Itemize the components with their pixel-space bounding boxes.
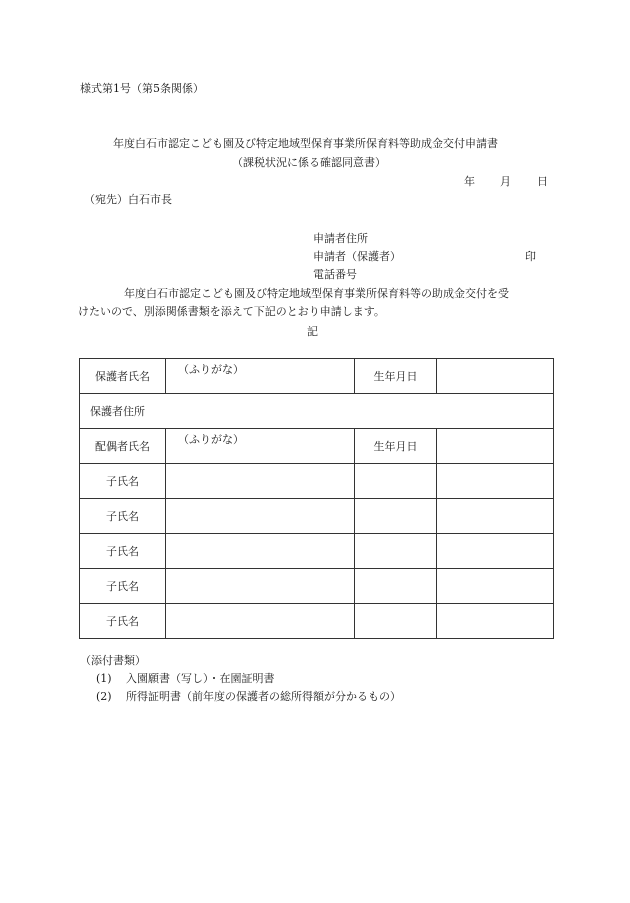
child-extra-field[interactable] bbox=[437, 604, 554, 639]
child-extra-field[interactable] bbox=[437, 464, 554, 499]
guardian-name-field[interactable] bbox=[166, 359, 355, 394]
guardian-birthdate-field[interactable] bbox=[437, 359, 554, 394]
seal-mark: 印 bbox=[525, 250, 536, 263]
applicant-address-label: 申請者住所 bbox=[313, 232, 368, 245]
attachment-item-number: (1) bbox=[96, 672, 112, 685]
body-text-line2: けたいので、別添関係書類を添えて下記のとおり申請します。 bbox=[78, 305, 385, 318]
applicant-name-label: 申請者（保護者） bbox=[313, 250, 401, 263]
table-row bbox=[80, 499, 554, 534]
body-text-line1: 年度白石市認定こども園及び特定地域型保育事業所保育料等の助成金交付を受 bbox=[124, 287, 509, 300]
table-row bbox=[80, 464, 554, 499]
table-row bbox=[80, 359, 554, 394]
child-name-field[interactable] bbox=[166, 604, 355, 639]
attachment-item: 入園願書（写し）・在園証明書 bbox=[126, 672, 275, 685]
form-number: 様式第1号（第5条関係） bbox=[80, 82, 204, 95]
document-subtitle: （課税状況に係る確認同意書） bbox=[232, 156, 386, 169]
table-row bbox=[80, 534, 554, 569]
child-extra-field[interactable] bbox=[437, 534, 554, 569]
child-extra-field[interactable] bbox=[355, 604, 437, 639]
addressee: （宛先）白石市長 bbox=[84, 193, 172, 206]
guardian-birthdate-label: 生年月日 bbox=[355, 359, 437, 394]
spouse-name-field[interactable] bbox=[166, 429, 355, 464]
spouse-birthdate-field[interactable] bbox=[437, 429, 554, 464]
document-title: 年度白石市認定こども園及び特定地域型保育事業所保育料等助成金交付申請書 bbox=[113, 137, 498, 150]
table-row bbox=[80, 429, 554, 464]
phone-number-label: 電話番号 bbox=[313, 268, 357, 281]
spouse-birthdate-label: 生年月日 bbox=[355, 429, 437, 464]
attachments-heading: （添付書類） bbox=[80, 654, 146, 667]
attachment-item: 所得証明書（前年度の保護者の総所得額が分かるもの） bbox=[126, 690, 401, 703]
child-extra-field[interactable] bbox=[355, 534, 437, 569]
child-name-field[interactable] bbox=[166, 464, 355, 499]
guardian-name-label: 保護者氏名 bbox=[80, 359, 166, 394]
guardian-address-label: 保護者住所 bbox=[80, 394, 554, 429]
child-extra-field[interactable] bbox=[355, 464, 437, 499]
child-name-field[interactable] bbox=[166, 499, 355, 534]
date-month-label: 月 bbox=[500, 175, 511, 188]
child-name-label: 子氏名 bbox=[80, 534, 166, 569]
date-year-label: 年 bbox=[464, 175, 475, 188]
child-extra-field[interactable] bbox=[437, 499, 554, 534]
child-name-label: 子氏名 bbox=[80, 604, 166, 639]
table-row bbox=[80, 604, 554, 639]
date-day-label: 日 bbox=[537, 175, 548, 188]
child-extra-field[interactable] bbox=[355, 499, 437, 534]
furigana-label: （ふりがな） bbox=[178, 433, 244, 446]
attachment-item-number: (2) bbox=[96, 690, 112, 703]
child-extra-field[interactable] bbox=[437, 569, 554, 604]
child-name-field[interactable] bbox=[166, 569, 355, 604]
furigana-label: （ふりがな） bbox=[178, 363, 244, 376]
child-name-label: 子氏名 bbox=[80, 499, 166, 534]
application-table bbox=[79, 358, 554, 639]
child-extra-field[interactable] bbox=[355, 569, 437, 604]
spouse-name-label: 配偶者氏名 bbox=[80, 429, 166, 464]
child-name-label: 子氏名 bbox=[80, 569, 166, 604]
table-row bbox=[80, 394, 554, 429]
child-name-field[interactable] bbox=[166, 534, 355, 569]
ki-heading: 記 bbox=[307, 325, 318, 338]
child-name-label: 子氏名 bbox=[80, 464, 166, 499]
table-row bbox=[80, 569, 554, 604]
